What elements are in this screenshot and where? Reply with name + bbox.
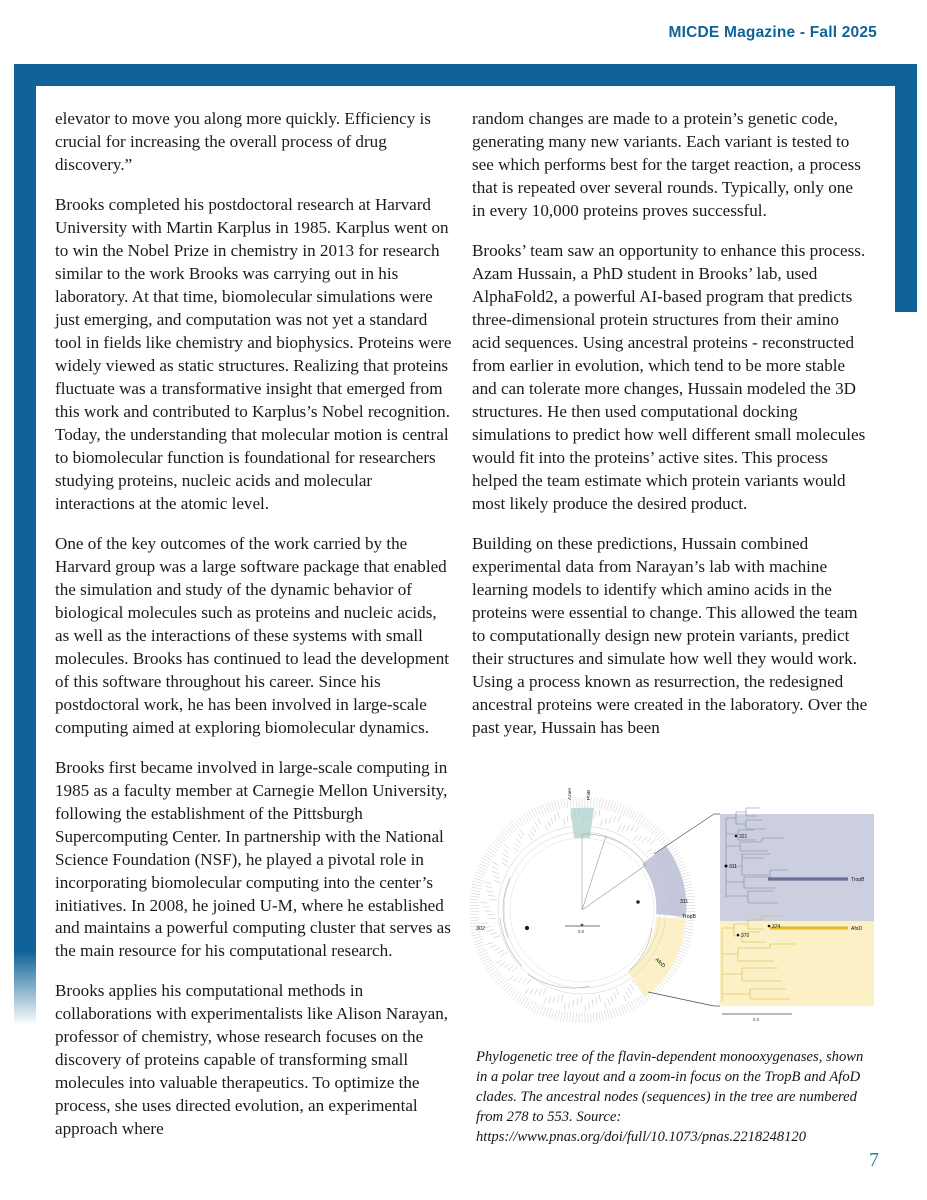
node-dot-370-zoom [737,934,740,937]
paragraph: Brooks completed his postdoctoral research at Harvard University with Martin Karplus in 1985. Karplus went on to win the Nobel Prize in chemistry in 2013 for research similar to the work Brooks was carrying out in his laboratory. At that time, biomolecular simulations were just emerging, and computation was not yet a standard tool in fields like chemistry and biophysics. Proteins were widely viewed as static structures. Realizing that proteins fluctuate was a transformative insight that emerged from this work and contributed to Karplus’s Nobel recognition. Today, the understanding that molecular motion is central to biomolecular function is foundational for researchers studying proteins, nucleic acids and molecular interactions at the atomic level. [55,194,452,513]
paragraph: elevator to move you along more quickly. Efficiency is crucial for increasing the overall process of drug discovery.” [55,109,431,174]
label-clade-azah: AzaH [568,788,573,800]
svg-text:0.8: 0.8 [578,929,584,934]
label-node-321-zoom: 321 [739,834,748,840]
frame-left-bar-fade [14,940,36,1082]
node-dot-374-zoom [768,925,771,928]
page-number: 7 [869,1149,879,1171]
phylogenetic-tree-image [470,778,874,1036]
body-column-right [472,108,870,757]
label-clade-afod-zoom: AfoD [851,926,863,932]
paragraph: Brooks’ team saw an opportunity to enhance this process. Azam Hussain, a PhD student in Brooks’ lab, used AlphaFold2, a powerful AI-based program that predicts three-dimensional protein structures from their amino acid sequences. Using ancestral proteins - reconstructed from earlier in evolution, which tend to be more stable and can tolerate more changes, Hussain modeled the 3D structures. He then used computational docking simulations to predict how well different small molecules would fit into the proteins’ active sites. This process helped the team estimate which protein variants would most likely produce the desired product. [472,240,866,513]
node-dot-311 [636,900,639,903]
paragraph: Brooks first became involved in large-scale computing in 1985 as a faculty member at Carnegie Mellon University, following the establishment of the Pittsburgh Supercomputing Center. In partnership with the National Science Foundation (NSF), he played a pivotal role in incorporating biomolecular computing into the center’s initiatives. In 2008, he joined U-M, where he established and maintains a powerful computing cluster that serves as the main resource for his computational research. [55,757,451,961]
running-head: MICDE Magazine - Fall 2025 [668,24,877,41]
label-node-302: 302 [476,926,485,932]
node-dot-311-zoom [725,865,728,868]
zoom-panel [720,808,874,1022]
svg-text:0.3: 0.3 [753,1017,759,1022]
figure-caption: Phylogenetic tree of the flavin-dependent monooxygenases, shown in a polar tree layout and a zoom-in focus on the TropB and AfoD clades. The ancestral nodes (sequences) in the tree are numbered from 278 to 553. Source: https://www.pnas.org/doi/full/10.1073/pnas.2218248120 [476,1049,864,1145]
frame-left-bar [14,64,36,1082]
paragraph: Brooks applies his computational methods in collaborations with experimentalists like Alison Narayan, professor of chemistry, whose research focuses on the discovery of proteins capable of transforming small molecules into valuable therapeutics. To optimize the process, she uses directed evolution, an experimental approach where [55,981,449,1139]
node-dot-302 [525,926,529,930]
label-node-370-zoom: 370 [741,933,750,939]
label-clade-phib: PhiB [587,789,592,800]
label-node-311-zoom: 311 [729,864,737,870]
node-dot-321-zoom [735,835,738,838]
paragraph: random changes are made to a protein’s genetic code, generating many new variants. Each variant is tested to see which performs best for the target reaction, a process that is repeated over several rounds. Typically, only one in every 10,000 proteins proves successful. [472,109,861,220]
paragraph: One of the key outcomes of the work carried by the Harvard group was a large software package that enabled the simulation and study of the dynamic behavior of biological molecules such as proteins and nucleic acids, as well as the interactions of these systems with small molecules. Brooks has continued to lead the development of this software throughout his career. Since his postdoctoral work, he has been involved in large-scale computing aimed at exploring biomolecular dynamics. [55,533,450,737]
label-clade-afod-polar: AfoD [653,957,667,970]
frame-top-bar [14,64,917,86]
label-clade-tropb-polar: TropB [682,914,696,920]
body-column-left [55,108,453,1158]
paragraph: Building on these predictions, Hussain combined experimental data from Narayan’s lab with machine learning models to identify which amino acids in the proteins were essential to change. This allowed the team to computationally design new protein variants, predict their structures and simulate how well they would work. Using a process known as resurrection, the redesigned ancestral proteins were created in the laboratory. Over the past year, Hussain has been [472,533,868,737]
label-clade-tropb-zoom: TropB [851,877,865,883]
frame-right-bar [895,64,917,312]
label-node-374-zoom: 374 [772,924,781,930]
figure-phylogenetic-tree [470,778,874,1148]
label-node-311: 311 [680,899,689,905]
